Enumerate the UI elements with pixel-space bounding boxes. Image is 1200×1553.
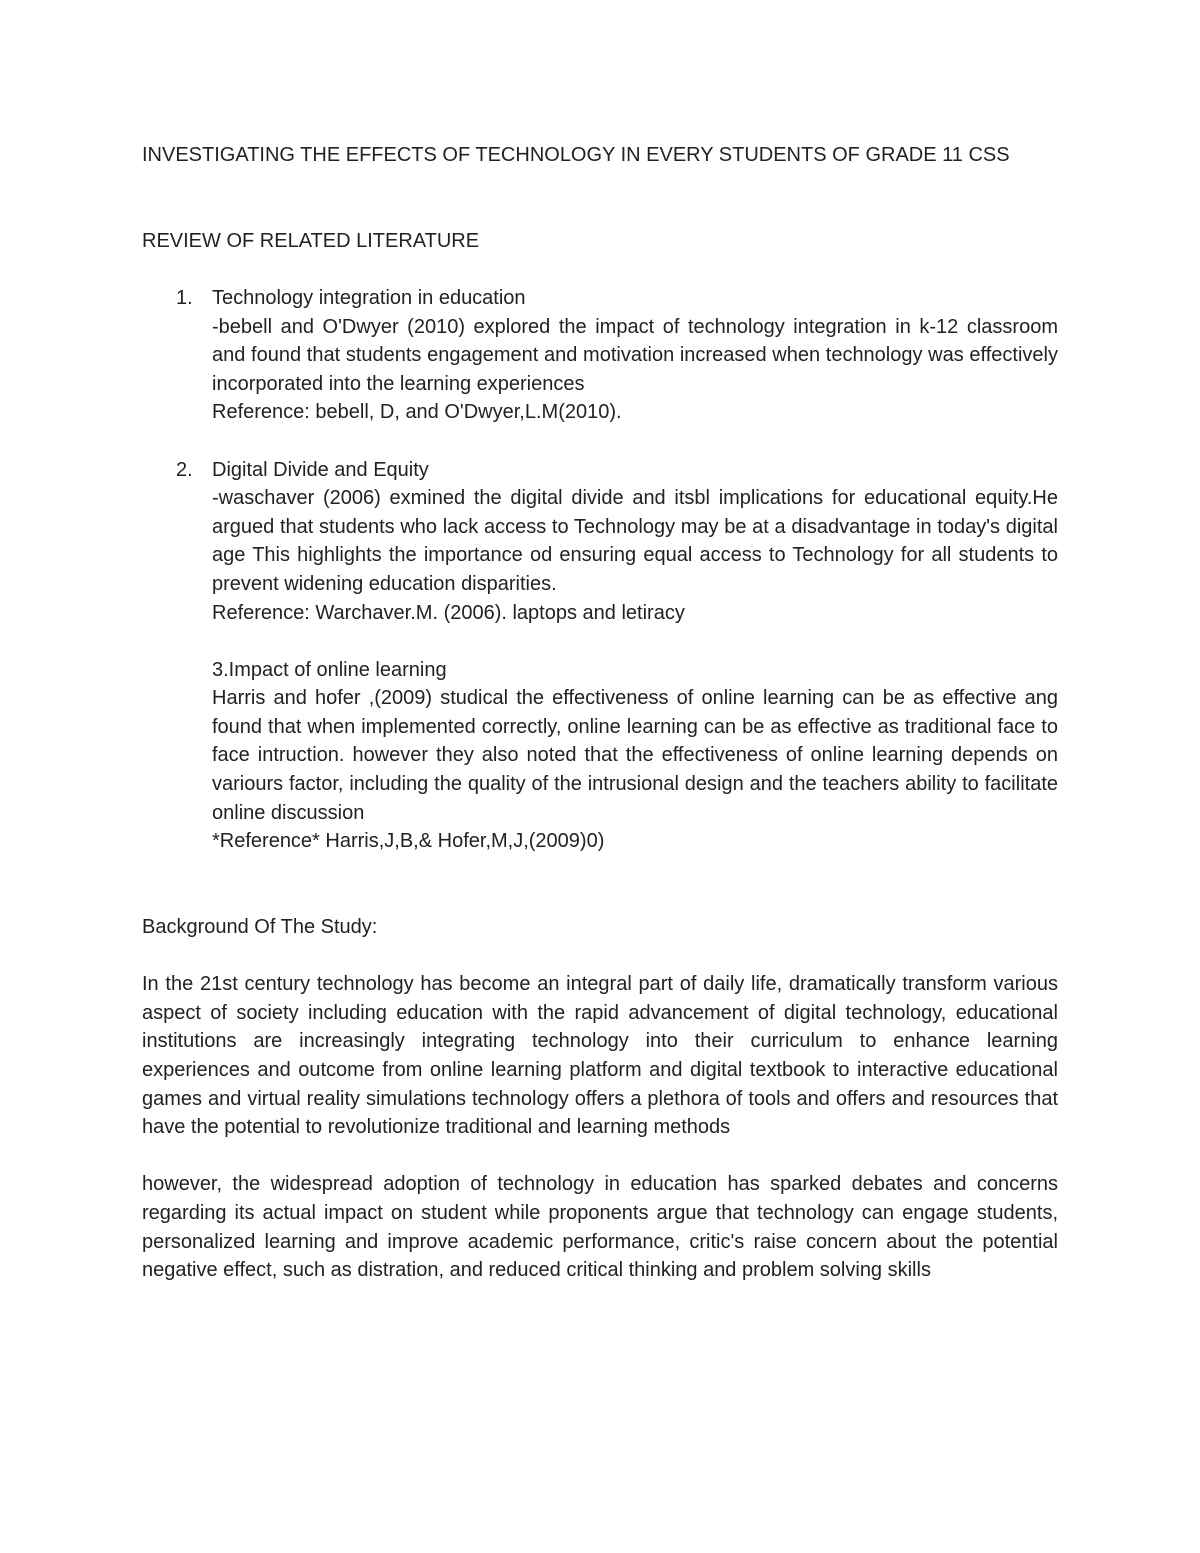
document-title: INVESTIGATING THE EFFECTS OF TECHNOLOGY IN EVERY STUDENTS OF GRADE 11 CSS [142,144,1010,166]
list-item-heading: Technology integration in education [212,286,526,309]
list-item-heading: Digital Divide and Equity [212,458,429,481]
document-page [142,141,1058,1285]
item-3-heading: 3.Impact of online learning [212,658,447,681]
list-item [142,284,1058,427]
list-item-number: 1. [176,286,193,309]
list-item-body: -waschaver (2006) exmined the digital divide and itsbl implications for educational equity.He argued that students who lack access to Technology may be at a disadvantage in today's digital age This highlights the importance od ensuring equal access to Technology for all students to prevent widening education disparities. [212,487,1058,595]
review-heading: REVIEW OF RELATED LITERATURE [142,229,480,252]
item-3-body: Harris and hofer ,(2009) studical the effectiveness of online learning can be as effective ang found that when implemented correctly, online learning can be as effective as traditional face to face intruction. however they also noted that the effectiveness of online learning depends on variours factor, including the quality of the intrusional design and the teachers ability to facilitate online discussion [212,687,1058,824]
background-paragraph-1: In the 21st century technology has become an integral part of daily life, dramatically transform various aspect of society including education with the rapid advancement of digital technology, educational institutions are increasingly integrating technology into their curriculum to enhance learning experiences and outcome from online learning platform and digital textbook to interactive educational games and virtual reality simulations technology offers a plethora of tools and offers and resources that have the potential to revolutionize traditional and learning methods [142,973,1058,1139]
list-item-reference: Reference: Warchaver.M. (2006). laptops and letiracy [212,601,685,624]
list-item [142,456,1058,628]
list-item-reference: Reference: bebell, D, and O'Dwyer,L.M(2010). [212,401,622,424]
list-item-body: -bebell and O'Dwyer (2010) explored the impact of technology integration in k-12 classroom and found that students engagement and motivation increased when technology was effectively incorporated into the learning experiences [212,315,1058,395]
item-3-block [212,656,1058,856]
item-3-reference: *Reference* Harris,J,B,& Hofer,M,J,(2009)0) [212,830,605,853]
literature-list [142,284,1058,627]
background-heading: Background Of The Study: [142,916,378,939]
list-item-number: 2. [176,458,193,481]
background-paragraph-2: however, the widespread adoption of technology in education has sparked debates and concerns regarding its actual impact on student while proponents argue that technology can engage students, personalized learning and improve academic performance, critic's raise concern about the potential negative effect, such as distration, and reduced critical thinking and problem solving skills [142,1173,1058,1282]
